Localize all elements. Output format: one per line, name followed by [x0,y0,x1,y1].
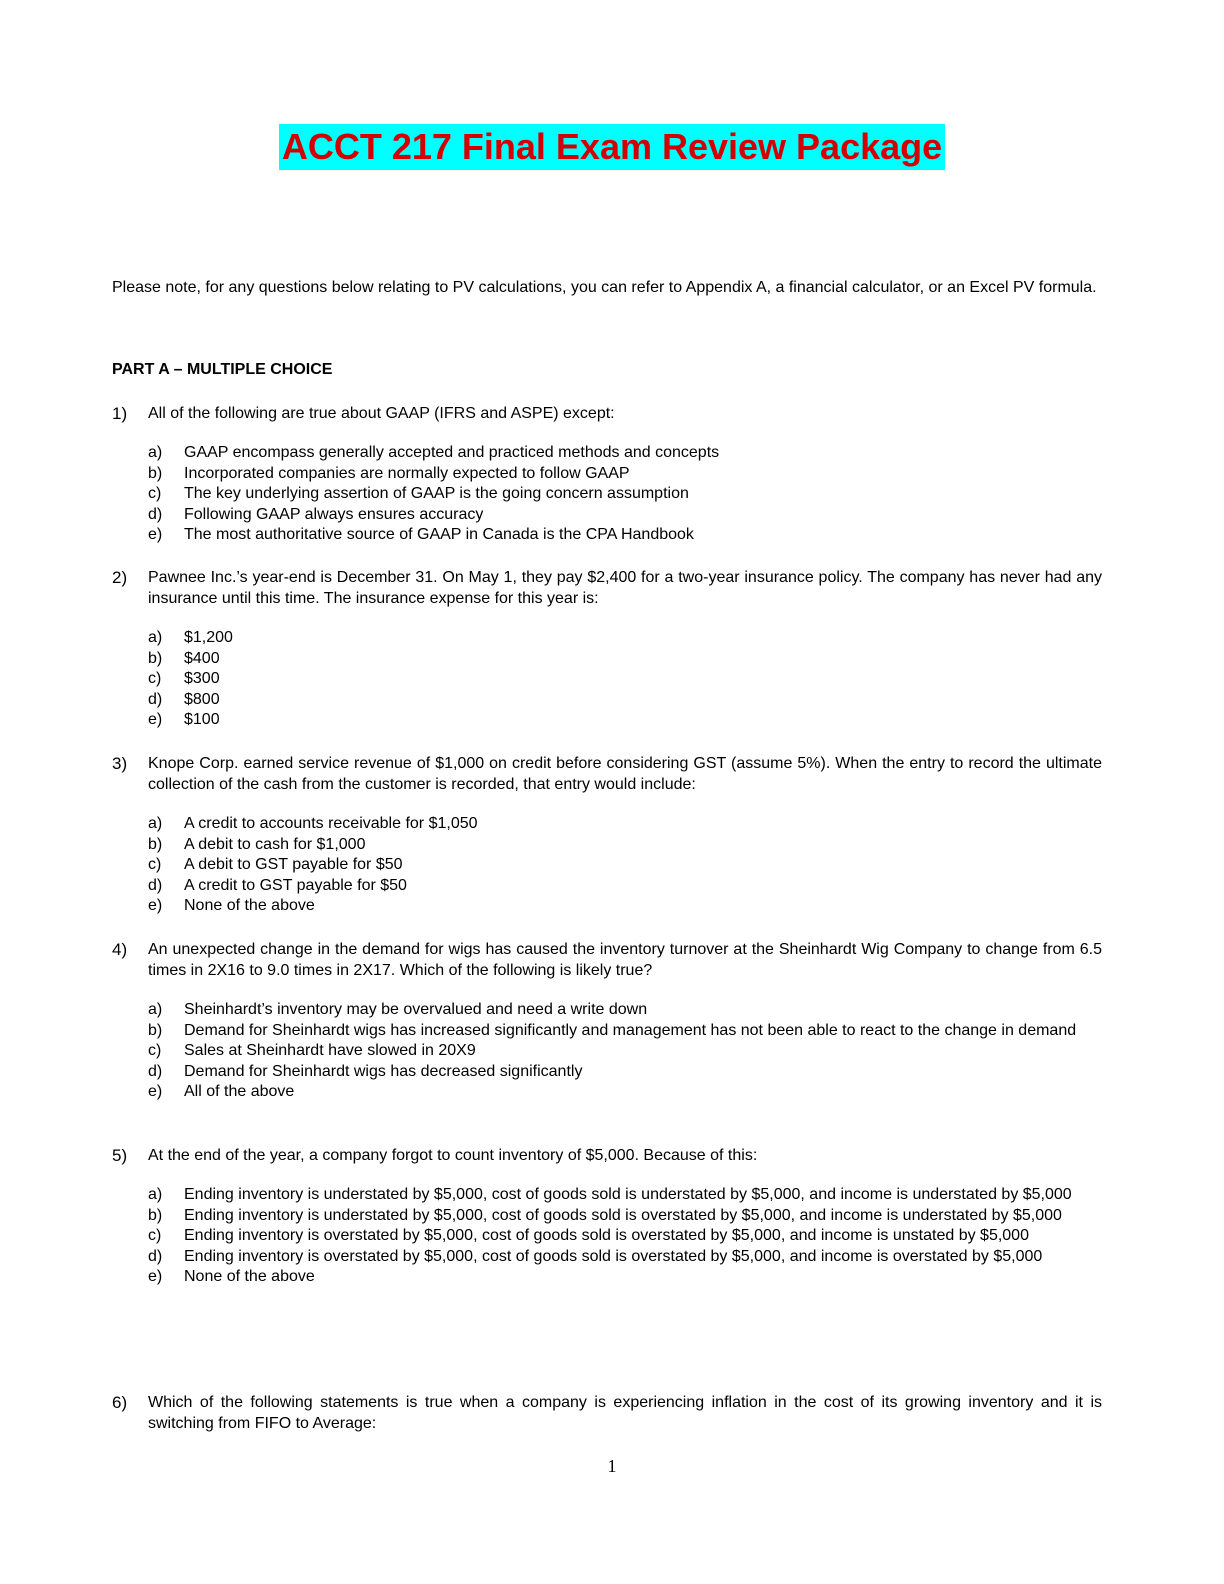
option-text: A debit to cash for $1,000 [184,835,366,853]
page-number: 1 [607,1456,617,1476]
option-item [148,525,1102,546]
option-item [148,1021,1102,1042]
option-letter: a) [148,1001,163,1018]
option-item [148,876,1102,897]
option-letter: e) [148,711,163,728]
question-text: Pawnee Inc.’s year-end is December 31. On May 1, they pay $2,400 for a two-year insurance policy. The company has never had any insurance until this time. The insurance expense for this year is: [148,569,1102,607]
option-item [148,1267,1102,1288]
option-item [148,690,1102,711]
option-text: Demand for Sheinhardt wigs has increased significantly and management has not been able to react to the change in demand [184,1021,1077,1039]
option-list [148,814,1102,917]
option-letter: d) [148,505,163,523]
question-number: 3) [112,754,128,773]
option-item [148,855,1102,876]
option-item [148,628,1102,649]
option-item [148,814,1102,835]
option-letter: d) [148,1062,163,1080]
option-letter: a) [148,629,163,646]
option-letter: b) [148,464,163,482]
option-item [148,649,1102,670]
option-item [148,1000,1102,1021]
option-text: A credit to accounts receivable for $1,050 [184,815,478,832]
question-row [112,939,1102,981]
document-title: ACCT 217 Final Exam Review Package [279,124,945,170]
option-item [148,896,1102,917]
option-text: $300 [184,670,220,687]
option-text: None of the above [184,897,315,914]
option-text: Sales at Sheinhardt have slowed in 20X9 [184,1042,476,1059]
question-text: An unexpected change in the demand for wigs has caused the inventory turnover at the Sheinhardt Wig Company to change from 6.5 times in 2X16 to 9.0 times in 2X17. Which of the following is likely true? [148,941,1102,979]
option-letter: c) [148,856,162,873]
title-wrap [0,124,1224,170]
question-6 [112,1392,1102,1434]
option-letter: d) [148,876,163,894]
question-text: Which of the following statements is true when a company is experiencing inflation in the cost of its growing inventory and it is switching from FIFO to Average: [148,1394,1102,1432]
part-heading: PART A – MULTIPLE CHOICE [112,361,333,378]
option-text: All of the above [184,1083,295,1100]
question-2 [112,567,1102,731]
option-text: Sheinhardt’s inventory may be overvalued and need a write down [184,1001,648,1018]
option-item [148,710,1102,731]
question-4 [112,939,1102,1103]
option-list [148,1000,1102,1103]
option-text: Ending inventory is overstated by $5,000, cost of goods sold is overstated by $5,000, and income is overstated by $5,000 [184,1247,1043,1265]
option-item [148,1206,1102,1227]
option-text: A credit to GST payable for $50 [184,876,407,894]
option-text: Incorporated companies are normally expected to follow GAAP [184,464,630,482]
question-row [112,1145,1102,1166]
option-text: The key underlying assertion of GAAP is the going concern assumption [184,485,689,502]
option-letter: b) [148,649,163,667]
option-list [148,443,1102,546]
option-text: GAAP encompass generally accepted and practiced methods and concepts [184,444,720,461]
option-text: Following GAAP always ensures accuracy [184,505,484,523]
option-text: Ending inventory is understated by $5,000, cost of goods sold is overstated by $5,000, and income is understated by $5,000 [184,1206,1062,1224]
option-text: The most authoritative source of GAAP in Canada is the CPA Handbook [184,526,694,543]
question-1 [112,403,1102,546]
option-letter: b) [148,1206,163,1224]
option-letter: d) [148,1247,163,1265]
option-item [148,1247,1102,1268]
question-number: 5) [112,1146,128,1165]
option-text: $1,200 [184,629,233,646]
question-text: All of the following are true about GAAP (IFRS and ASPE) except: [148,405,615,422]
question-row [112,1392,1102,1434]
option-item [148,1226,1102,1247]
option-item [148,1185,1102,1206]
option-item [148,484,1102,505]
question-row [112,567,1102,609]
option-letter: b) [148,1021,163,1039]
option-list [148,1185,1102,1288]
option-letter: e) [148,897,163,914]
option-letter: d) [148,690,163,708]
option-item [148,1062,1102,1083]
option-text: $800 [184,690,220,708]
question-number: 2) [112,568,128,587]
question-5 [112,1145,1102,1288]
option-letter: e) [148,1083,163,1100]
option-item [148,1041,1102,1062]
question-text: At the end of the year, a company forgot to count inventory of $5,000. Because of this: [148,1147,758,1164]
option-letter: b) [148,835,163,853]
option-letter: a) [148,1186,163,1203]
intro-paragraph: Please note, for any questions below relating to PV calculations, you can refer to Appendix A, a financial calculator, or an Excel PV formula. [112,279,1097,296]
question-row [112,403,1102,424]
question-text: Knope Corp. earned service revenue of $1,000 on credit before considering GST (assume 5%). When the entry to record the ultimate collection of the cash from the customer is recorded, that entry would include: [148,755,1102,793]
option-letter: c) [148,1227,162,1244]
option-item [148,443,1102,464]
option-item [148,835,1102,856]
option-letter: a) [148,444,163,461]
option-text: A debit to GST payable for $50 [184,856,403,873]
question-row [112,753,1102,795]
option-item [148,464,1102,485]
option-text: $100 [184,711,220,728]
option-letter: e) [148,1268,163,1285]
option-list [148,628,1102,731]
option-text: Ending inventory is understated by $5,000, cost of goods sold is understated by $5,000, and income is understated by $5,000 [184,1186,1072,1203]
question-number: 6) [112,1393,128,1412]
question-3 [112,753,1102,917]
option-item [148,669,1102,690]
option-item [148,505,1102,526]
option-text: Ending inventory is overstated by $5,000, cost of goods sold is overstated by $5,000, and income is unstated by $5,000 [184,1227,1029,1244]
option-letter: c) [148,1042,162,1059]
option-text: $400 [184,649,220,667]
option-item [148,1082,1102,1103]
option-letter: e) [148,526,163,543]
question-number: 1) [112,404,128,423]
option-text: None of the above [184,1268,315,1285]
question-number: 4) [112,940,128,959]
option-letter: c) [148,485,162,502]
option-letter: c) [148,670,162,687]
option-text: Demand for Sheinhardt wigs has decreased significantly [184,1062,583,1080]
option-letter: a) [148,815,163,832]
